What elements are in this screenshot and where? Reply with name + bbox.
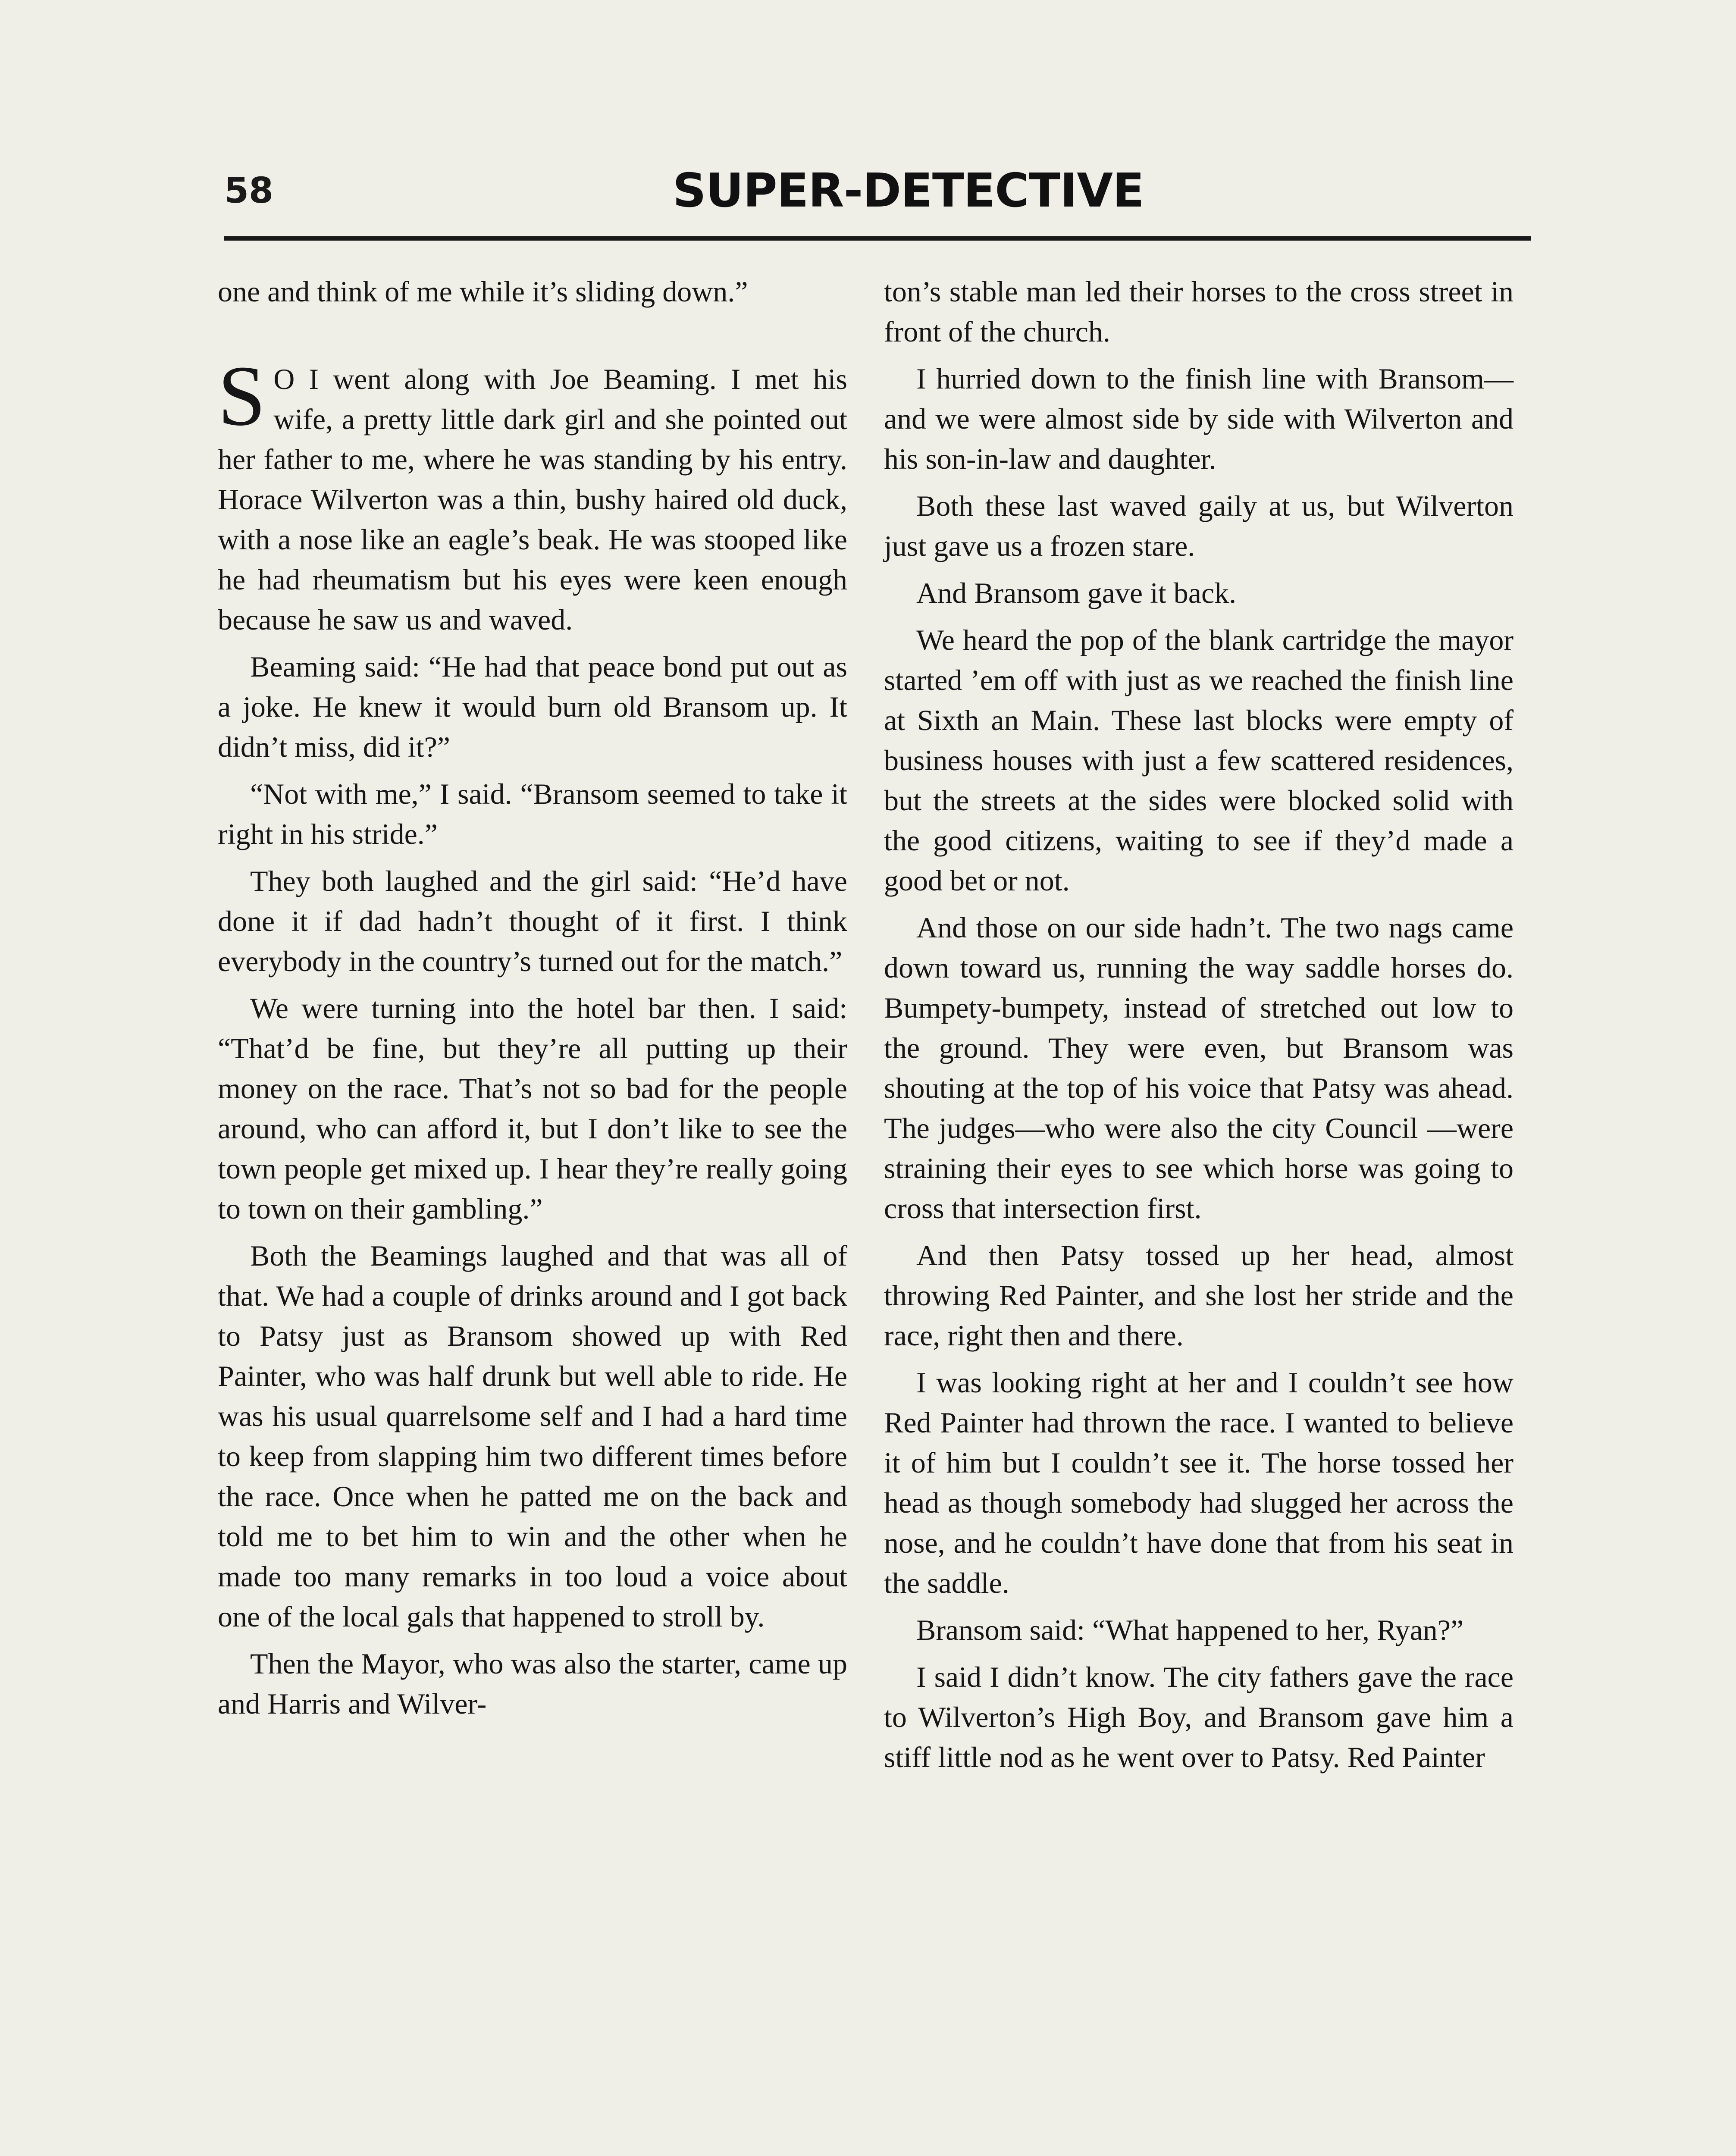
paragraph: And then Patsy tossed up her head, almost throwing Red Painter, and she lost her stride and the race, right then and there. (884, 1239, 1514, 1352)
header-rule (224, 236, 1531, 241)
paragraph: one and think of me while it’s sliding down.” (218, 275, 748, 308)
drop-cap: S (218, 348, 266, 444)
paragraph: “Not with me,” I said. “Bransom seemed to take it right in his stride.” (218, 777, 847, 850)
paragraph: ton’s stable man led their horses to the cross street in front of the church. (884, 275, 1514, 348)
paragraph: We heard the pop of the blank cartridge the mayor started ’em off with just as we reached the finish line at Sixth an Main. These last blocks were empty of business houses with just a few scattered residences, but the streets at the sides were blocked solid with the good citizens, waiting to see if they’d made a good bet or not. (884, 624, 1514, 897)
paragraph: They both laughed and the girl said: “He’d have done it if dad hadn’t thought of it first. I think everybody in the country’s turned out for the match.” (218, 865, 847, 978)
paragraph: And those on our side hadn’t. The two nags came down toward us, running the way saddle horses do. Bumpety-bumpety, instead of stretched out low to the ground. They were even, but Bransom was shouting at the top of his voice that Patsy was ahead. The judges—who were also the city Council —were straining their eyes to see which horse was going to cross that intersection first. (884, 911, 1514, 1225)
paragraph-text: O I went along with Joe Beaming. I met his wife, a pretty little dark girl and she pointed out her father to me, where he was standing by his entry. Horace Wilverton was a thin, bushy haired old duck, with a nose like an eagle’s beak. He was stooped like he had rheumatism but his eyes were keen enough because he saw us and waved. (218, 363, 847, 636)
paragraph: We were turning into the hotel bar then. I said: “That’d be fine, but they’re all putting up their money on the race. That’s not so bad for the people around, who can afford it, but I don’t like to see the town people get mixed up. I hear they’re really going to town on their gambling.” (218, 992, 847, 1225)
paragraph: And Bransom gave it back. (916, 577, 1237, 609)
paragraph: Bransom said: “What happened to her, Ryan?” (916, 1614, 1464, 1646)
page-title: SUPER-DETECTIVE (673, 164, 1144, 218)
right-column (884, 272, 1514, 1784)
paragraph: Both these last waved gaily at us, but Wilverton just gave us a frozen stare. (884, 489, 1514, 562)
paragraph: I said I didn’t know. The city fathers gave the race to Wilverton’s High Boy, and Bransom gave him a stiff little nod as he went over to Patsy. Red Painter (884, 1661, 1514, 1774)
paragraph: Then the Mayor, who was also the starter, came up and Harris and Wilver- (218, 1647, 847, 1720)
paragraph: Beaming said: “He had that peace bond put out as a joke. He knew it would burn old Bransom up. It didn’t miss, did it?” (218, 650, 847, 763)
paragraph: Both the Beamings laughed and that was all of that. We had a couple of drinks around and I got back to Patsy just as Bransom showed up with Red Painter, who was half drunk but well able to ride. He was his usual quarrelsome self and I had a hard time to keep from slapping him two different times before the race. Once when he patted me on the back and told me to bet him to win and the other when he made too many remarks in too loud a voice about one of the local gals that happened to stroll by. (218, 1239, 847, 1633)
page-header (224, 155, 1531, 237)
left-column (218, 272, 847, 1731)
paragraph-section-start (218, 348, 847, 640)
page-number: 58 (224, 170, 274, 211)
paragraph: I was looking right at her and I couldn’t see how Red Painter had thrown the race. I wanted to believe it of him but I couldn’t see it. The horse tossed her head as though somebody had slugged her across the nose, and he couldn’t have done that from his seat in the saddle. (884, 1366, 1514, 1599)
paragraph: I hurried down to the finish line with Bransom—and we were almost side by side with Wilverton and his son-in-law and daughter. (884, 362, 1514, 475)
